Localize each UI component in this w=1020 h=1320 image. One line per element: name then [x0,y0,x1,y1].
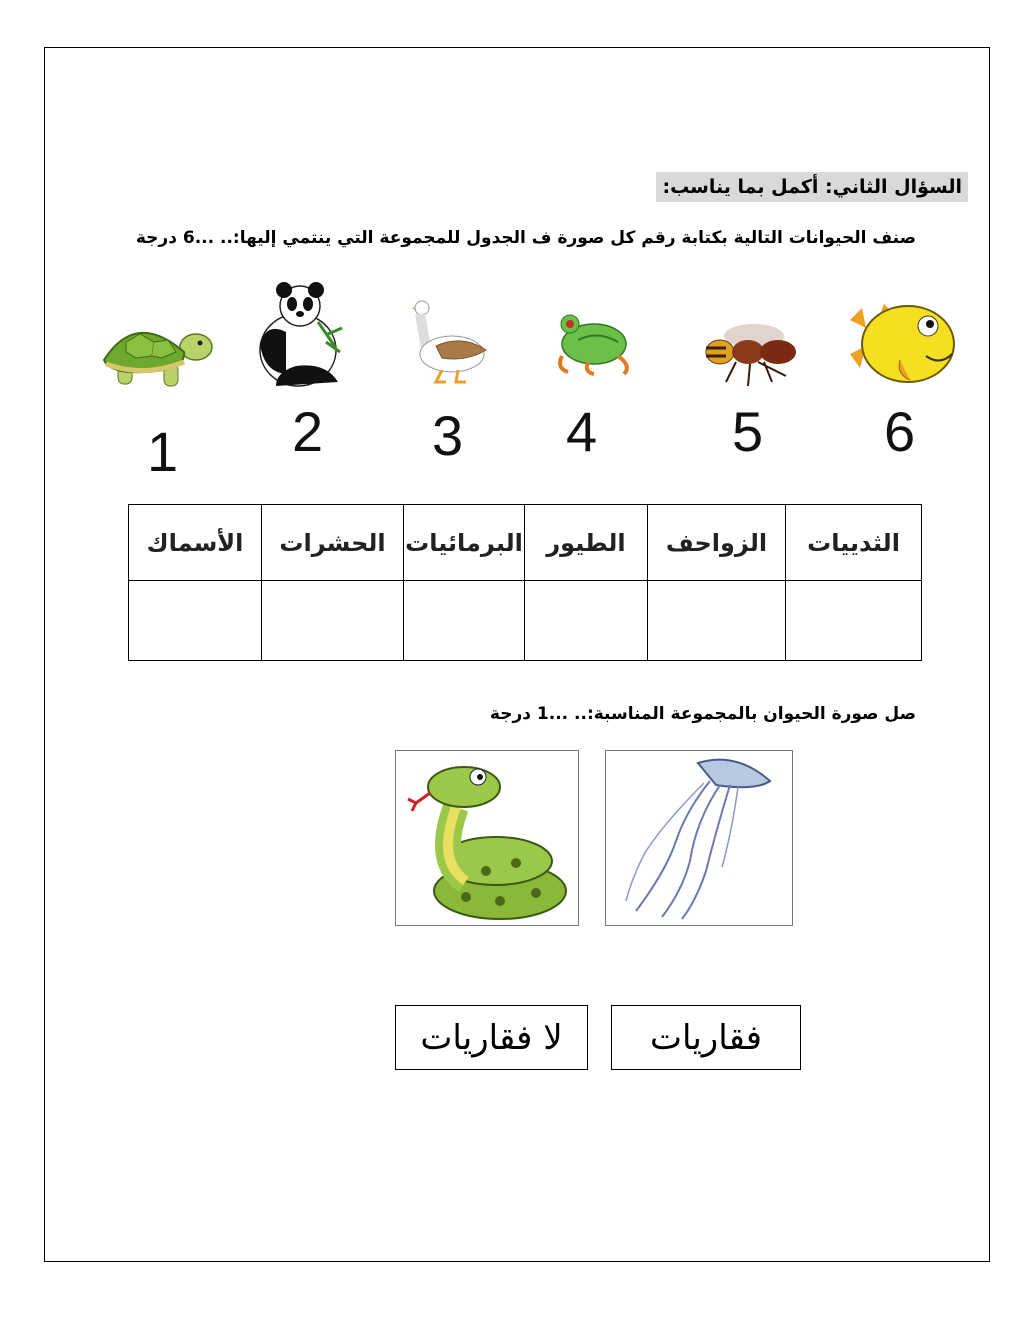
animal-number-3: 3 [432,404,464,467]
jellyfish-icon[interactable] [605,750,793,926]
fish-icon [844,298,958,392]
header-reptiles: الزواحف [648,505,786,581]
header-birds: الطيور [525,505,648,581]
animal-number-6: 6 [884,400,916,463]
header-fish: الأسماك [129,505,262,581]
animal-number-4: 4 [566,400,598,463]
option-vertebrates[interactable]: فقاريات [611,1005,801,1070]
turtle-icon [96,312,216,392]
header-mammals: الثدييات [786,505,922,581]
answer-cell-mammals[interactable] [786,581,922,661]
answer-cell-reptiles[interactable] [648,581,786,661]
answer-cell-insects[interactable] [262,581,404,661]
classification-table [128,504,922,661]
answer-cell-birds[interactable] [525,581,648,661]
classification-instruction: صنف الحيوانات التالية بكتابة رقم كل صورة ف الجدول للمجموعة التي ينتمي إليها:.. ...6 درجة [135,228,916,248]
snake-icon[interactable] [395,750,579,926]
wasp-icon [696,318,800,390]
matching-instruction: صل صورة الحيوان بالمجموعة المناسبة:.. ...1 درجة [489,704,916,724]
answer-cell-fish[interactable] [129,581,262,661]
header-amphibians: البرمائيات [404,505,525,581]
animal-number-2: 2 [292,400,324,463]
question-title: السؤال الثاني: أكمل بما يناسب: [656,172,968,202]
frog-icon [548,306,634,378]
option-invertebrates[interactable]: لا فقاريات [395,1005,588,1070]
header-insects: الحشرات [262,505,404,581]
animal-number-1: 1 [147,420,179,483]
animal-number-5: 5 [732,400,764,463]
goose-icon [406,296,490,386]
panda-icon [256,282,346,392]
answer-cell-amphibians[interactable] [404,581,525,661]
